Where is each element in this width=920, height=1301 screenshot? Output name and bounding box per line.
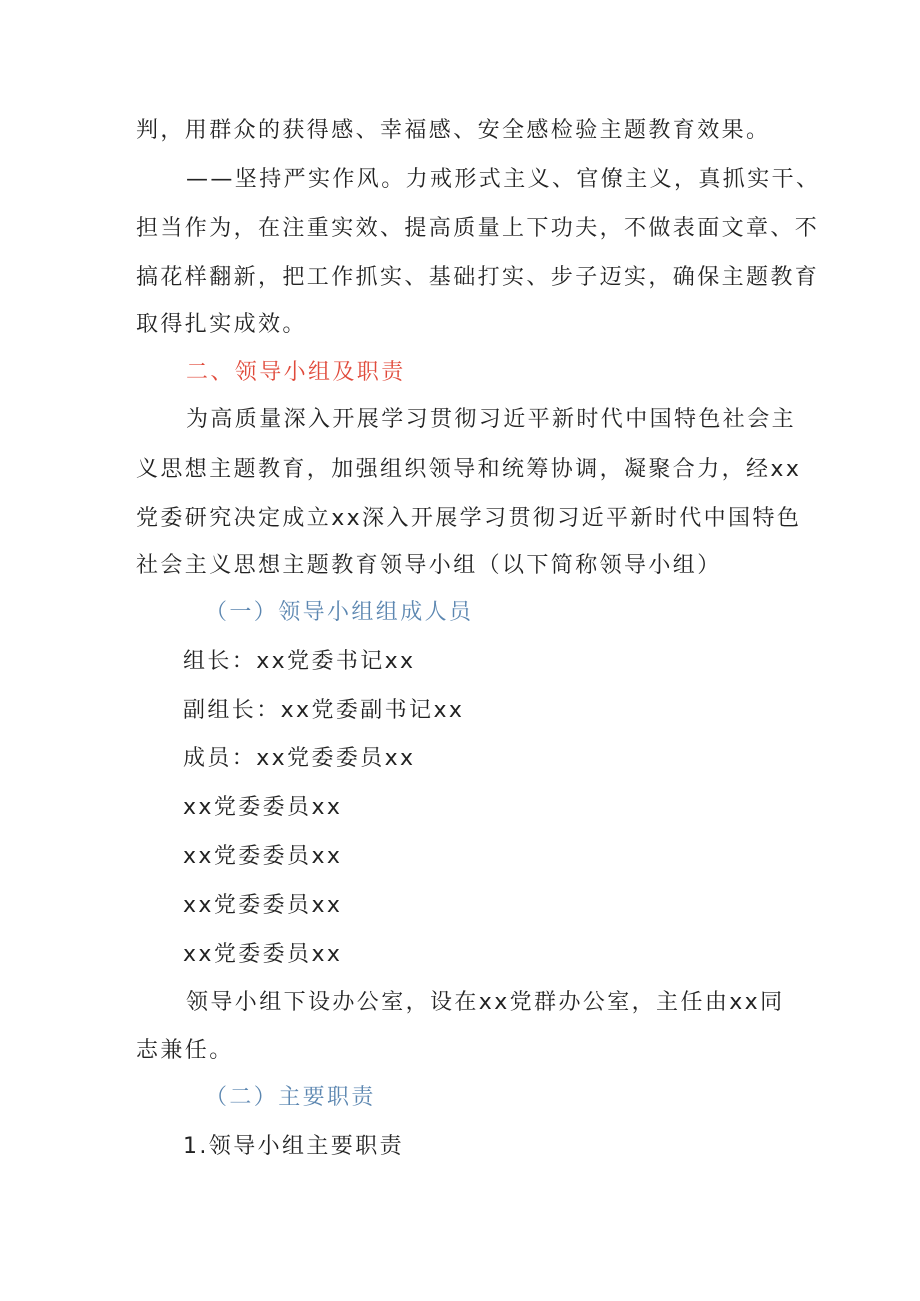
paragraph-line: 取得扎实成效。 [136,312,307,337]
member-line: xx党委委员xx [183,942,343,967]
member-line: xx党委委员xx [183,844,343,869]
paragraph-line: 领导小组下设办公室，设在xx党群办公室，主任由xx同 [186,990,785,1015]
paragraph-line: 社会主义思想主题教育领导小组（以下简称领导小组） [136,553,722,578]
member-line: xx党委委员xx [183,893,343,918]
member-line: 组长：xx党委书记xx [183,649,416,674]
subsection-heading: （二）主要职责 [205,1085,376,1110]
subsection-heading: （一）领导小组组成人员 [205,600,474,625]
paragraph-line: 义思想主题教育，加强组织领导和统筹协调，凝聚合力，经xx [136,457,802,482]
member-line: 成员：xx党委委员xx [183,746,416,771]
paragraph-line: 担当作为，在注重实效、提高质量上下功夫，不做表面文章、不 [136,216,820,241]
member-line: xx党委委员xx [183,795,343,820]
paragraph-line: ——坚持严实作风。力戒形式主义、官僚主义，真抓实干、 [186,167,821,192]
paragraph-line: 为高质量深入开展学习贯彻习近平新时代中国特色社会主 [186,407,797,432]
section-heading: 二、领导小组及职责 [186,360,406,385]
paragraph-line: 志兼任。 [136,1038,234,1063]
paragraph-line: 党委研究决定成立xx深入开展学习贯彻习近平新时代中国特色 [136,506,802,531]
paragraph-line: 判，用群众的获得感、幸福感、安全感检验主题教育效果。 [136,118,771,143]
numbered-item: 1.领导小组主要职责 [183,1134,404,1159]
paragraph-line: 搞花样翻新，把工作抓实、基础打实、步子迈实，确保主题教育 [136,265,820,290]
member-line: 副组长：xx党委副书记xx [183,698,465,723]
